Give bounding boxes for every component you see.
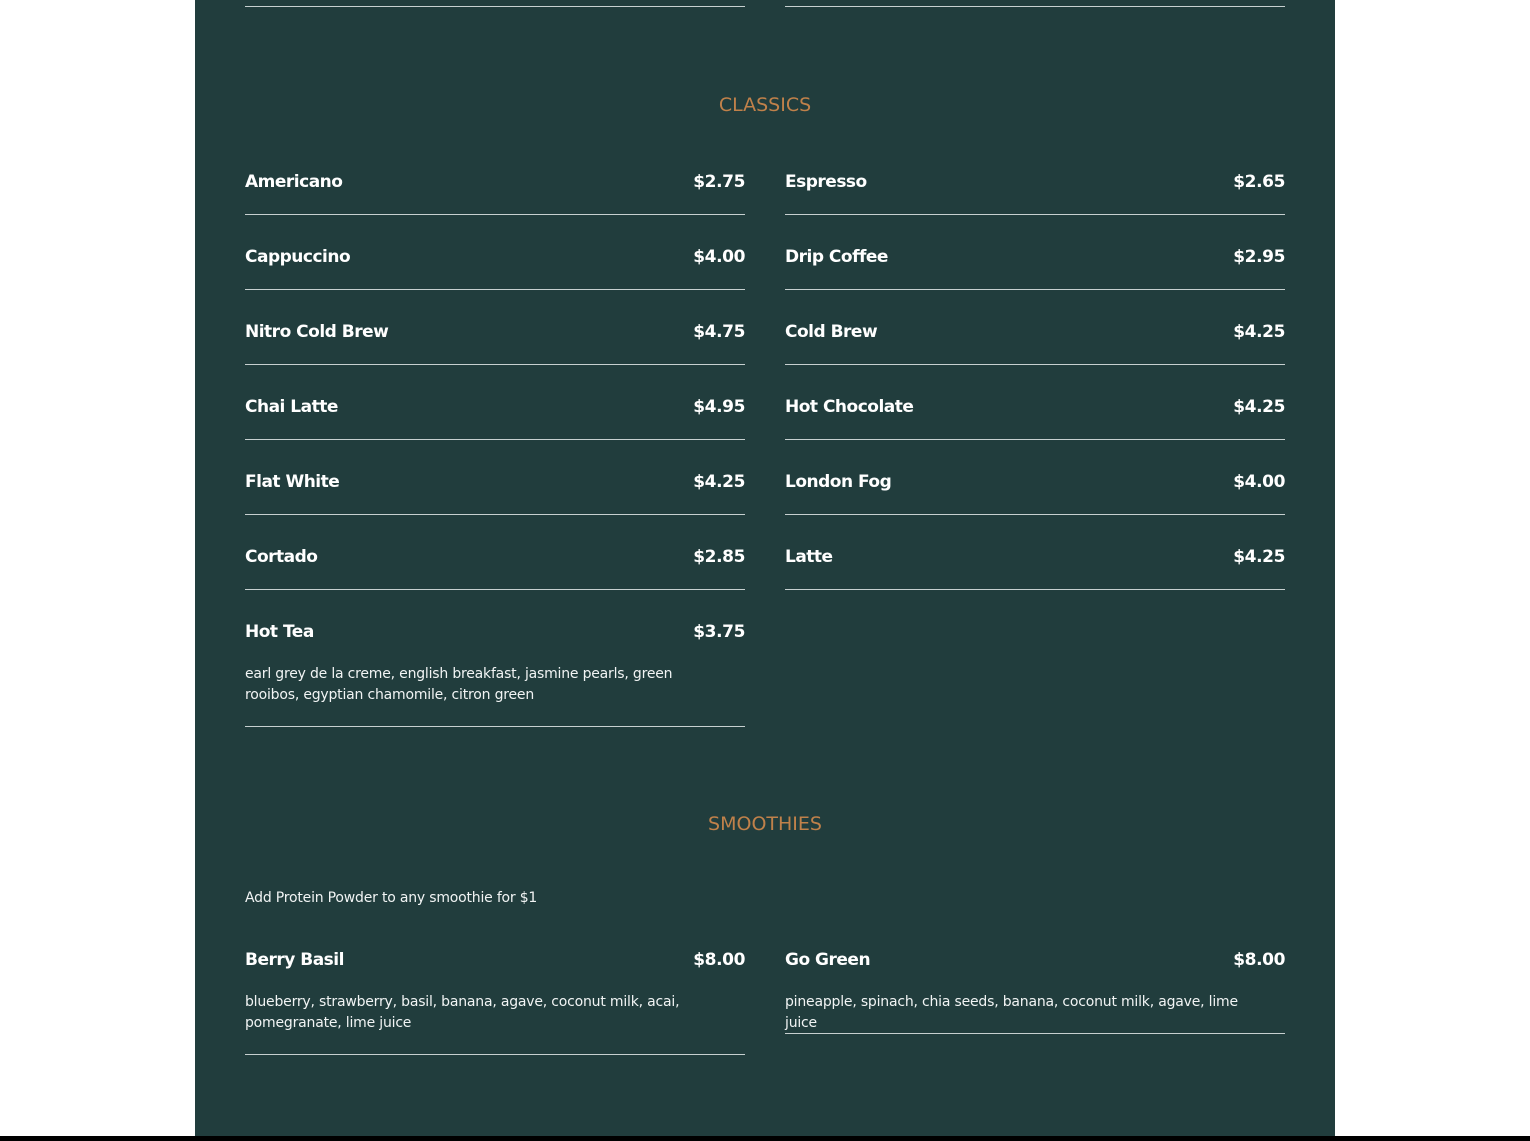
item-name: Nitro Cold Brew bbox=[245, 322, 389, 342]
menu-item-flat-white bbox=[245, 472, 745, 515]
item-description: earl grey de la creme, english breakfast, jasmine pearls, green rooibos, egyptian chamomile, citron green bbox=[245, 666, 673, 703]
menu-item-go-green bbox=[785, 950, 1285, 1034]
item-description: blueberry, strawberry, basil, banana, agave, coconut milk, acai, pomegranate, lime juice bbox=[245, 994, 680, 1031]
item-name: Hot Tea bbox=[245, 622, 314, 642]
menu-item-hot-chocolate bbox=[785, 397, 1285, 440]
item-price: $4.95 bbox=[693, 397, 745, 417]
item-price: $2.95 bbox=[1233, 247, 1285, 267]
menu-item-london-fog bbox=[785, 472, 1285, 515]
item-price: $2.85 bbox=[693, 547, 745, 567]
item-name: Cold Brew bbox=[785, 322, 878, 342]
divider bbox=[245, 6, 745, 7]
item-price: $4.25 bbox=[693, 472, 745, 492]
item-price: $4.25 bbox=[1233, 547, 1285, 567]
item-price: $3.75 bbox=[693, 622, 745, 642]
menu-item-nitro-cold-brew bbox=[245, 322, 745, 365]
item-price: $4.00 bbox=[1233, 472, 1285, 492]
item-description: pineapple, spinach, chia seeds, banana, coconut milk, agave, lime juice bbox=[785, 994, 1238, 1031]
item-name: London Fog bbox=[785, 472, 892, 492]
item-name: Flat White bbox=[245, 472, 340, 492]
section-title-classics: CLASSICS bbox=[718, 94, 812, 116]
item-price: $8.00 bbox=[693, 950, 745, 970]
menu-item-cortado bbox=[245, 547, 745, 590]
item-name: Cappuccino bbox=[245, 247, 351, 267]
item-name: Americano bbox=[245, 172, 343, 192]
menu-item-chai-latte bbox=[245, 397, 745, 440]
item-price: $2.65 bbox=[1233, 172, 1285, 192]
item-price: $4.75 bbox=[693, 322, 745, 342]
menu-item-espresso bbox=[785, 172, 1285, 215]
item-price: $4.25 bbox=[1233, 322, 1285, 342]
item-name: Hot Chocolate bbox=[785, 397, 914, 417]
menu-item-cold-brew bbox=[785, 322, 1285, 365]
menu-item-drip-coffee bbox=[785, 247, 1285, 290]
menu-panel bbox=[195, 0, 1335, 1136]
divider bbox=[785, 6, 1285, 7]
item-name: Drip Coffee bbox=[785, 247, 888, 267]
item-name: Berry Basil bbox=[245, 950, 344, 970]
menu-item-berry-basil bbox=[245, 950, 745, 1055]
item-price: $8.00 bbox=[1233, 950, 1285, 970]
bottom-edge bbox=[0, 1136, 1530, 1141]
item-price: $4.00 bbox=[693, 247, 745, 267]
menu-item-hot-tea bbox=[245, 622, 745, 727]
item-name: Espresso bbox=[785, 172, 867, 192]
menu-item-latte bbox=[785, 547, 1285, 590]
item-price: $4.25 bbox=[1233, 397, 1285, 417]
menu-item-cappuccino bbox=[245, 247, 745, 290]
section-title-smoothies: SMOOTHIES bbox=[708, 813, 822, 835]
smoothie-note: Add Protein Powder to any smoothie for $1 bbox=[245, 890, 538, 906]
item-name: Go Green bbox=[785, 950, 871, 970]
item-name: Chai Latte bbox=[245, 397, 338, 417]
item-name: Cortado bbox=[245, 547, 318, 567]
menu-item-americano bbox=[245, 172, 745, 215]
item-price: $2.75 bbox=[693, 172, 745, 192]
item-name: Latte bbox=[785, 547, 833, 567]
